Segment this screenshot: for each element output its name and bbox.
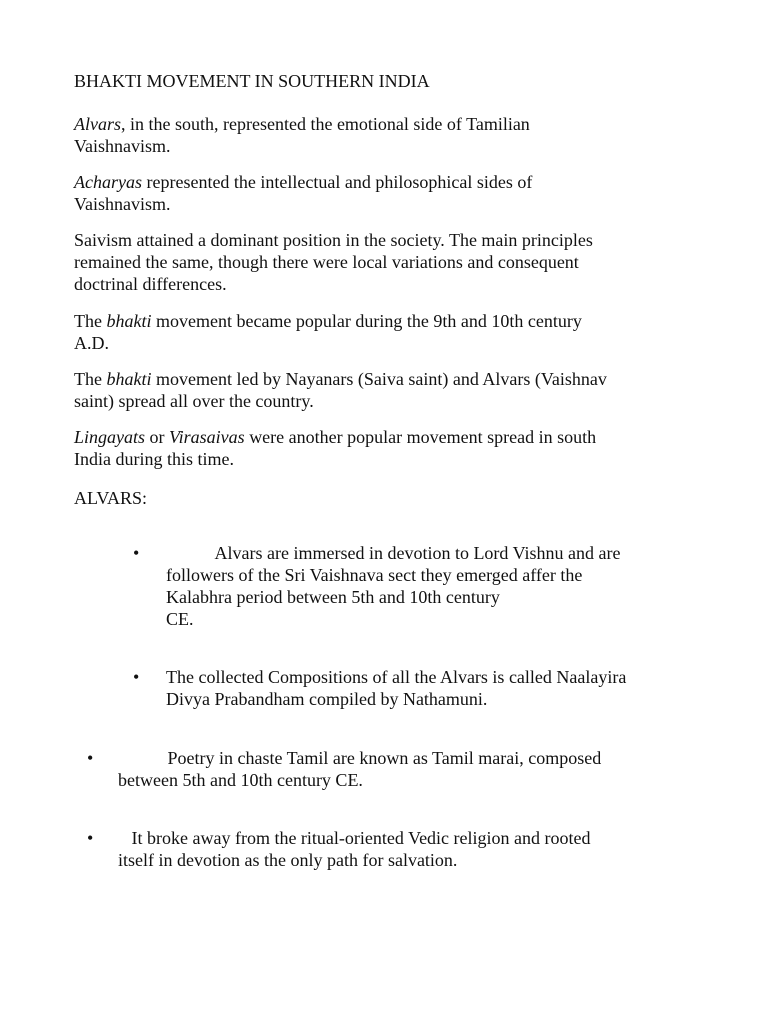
paragraph-line: saint) spread all over the country. <box>74 391 314 411</box>
bullet-item <box>118 827 591 871</box>
paragraph-bhakti-led <box>74 368 607 412</box>
paragraph-lingayats <box>74 426 596 470</box>
text-run: movement became popular during the 9th and 10th century <box>151 311 582 331</box>
bullet-line: followers of the Sri Vaishnava sect they emerged affer the <box>166 565 583 585</box>
bullet-line: Kalabhra period between 5th and 10th century <box>166 587 500 607</box>
bullet-item <box>166 542 621 630</box>
paragraph-line: doctrinal differences. <box>74 274 227 294</box>
paragraph-acharyas <box>74 171 532 215</box>
bullet-line: It broke away from the ritual-oriented Vedic religion and rooted <box>118 828 591 848</box>
italic-term: Alvars <box>74 114 121 134</box>
paragraph-line: Saivism attained a dominant position in the society. The main principles <box>74 230 593 250</box>
bullet-line: Divya Prabandham compiled by Nathamuni. <box>166 689 488 709</box>
bullet-icon: • <box>133 543 140 563</box>
text-run: movement led by Nayanars (Saiva saint) and Alvars (Vaishnav <box>151 369 607 389</box>
paragraph-line: remained the same, though there were local variations and consequent <box>74 252 579 272</box>
text-run: were another popular movement spread in south <box>244 427 597 447</box>
section-heading-alvars: ALVARS: <box>74 488 148 508</box>
paragraph-saivism <box>74 229 593 295</box>
text-run: represented the intellectual and philosophical sides of <box>141 172 533 192</box>
paragraph-bhakti-popular <box>74 310 582 354</box>
bullet-line: The collected Compositions of all the Alvars is called Naalayira <box>166 667 627 687</box>
bullet-icon: • <box>87 828 94 848</box>
document-title: BHAKTI MOVEMENT IN SOUTHERN INDIA <box>74 71 430 91</box>
text-run: , in the south, represented the emotional side of Tamilian <box>121 114 530 134</box>
paragraph-line: Vaishnavism. <box>74 194 171 214</box>
italic-term: Acharyas <box>74 172 142 192</box>
italic-term: Virasaivas <box>169 427 245 447</box>
paragraph-line <box>74 426 596 448</box>
bullet-line: Poetry in chaste Tamil are known as Tamil marai, composed <box>118 748 602 768</box>
text-run: or <box>145 427 170 447</box>
italic-term: Lingayats <box>74 427 146 447</box>
paragraph-alvars <box>74 113 530 157</box>
paragraph-line <box>74 310 582 332</box>
text-run: The <box>74 369 107 389</box>
paragraph-line: A.D. <box>74 333 109 353</box>
bullet-line: CE. <box>166 609 194 629</box>
bullet-item <box>118 747 601 791</box>
paragraph-line <box>74 113 530 135</box>
paragraph-line <box>74 368 607 390</box>
bullet-icon: • <box>87 748 94 768</box>
bullet-line: between 5th and 10th century CE. <box>118 770 363 790</box>
italic-term: bhakti <box>106 311 152 331</box>
paragraph-line: India during this time. <box>74 449 234 469</box>
italic-term: bhakti <box>106 369 152 389</box>
bullet-item <box>166 666 626 710</box>
paragraph-line <box>74 171 532 193</box>
bullet-icon: • <box>133 667 140 687</box>
bullet-line: itself in devotion as the only path for salvation. <box>118 850 458 870</box>
paragraph-line: Vaishnavism. <box>74 136 171 156</box>
bullet-line: Alvars are immersed in devotion to Lord Vishnu and are <box>166 543 621 563</box>
text-run: The <box>74 311 107 331</box>
